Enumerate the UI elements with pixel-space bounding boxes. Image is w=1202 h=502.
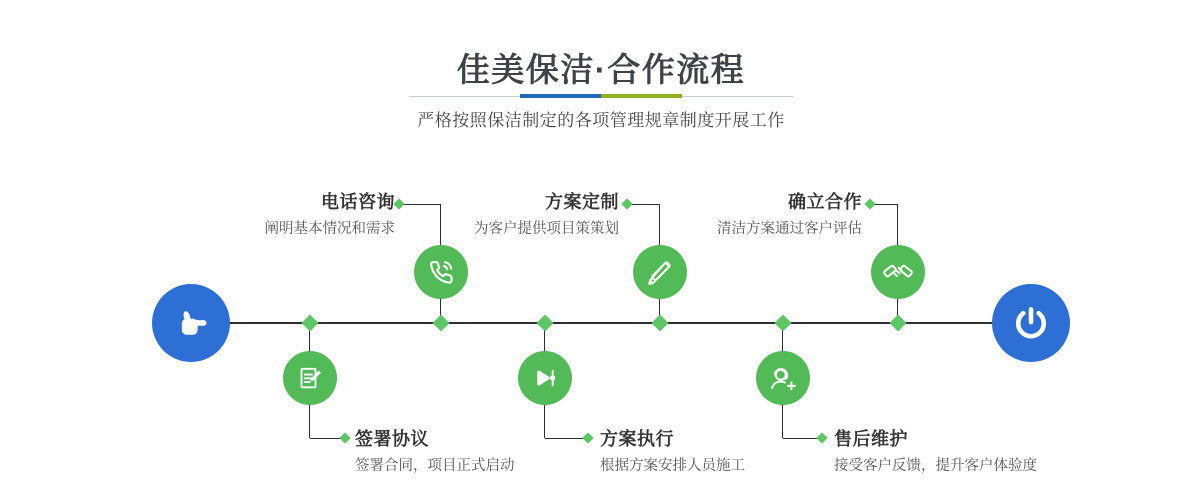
divider-accent-green: [601, 94, 682, 98]
step-caption: 根据方案安排人员施工: [600, 458, 745, 474]
pointer-hand-icon: [169, 301, 213, 345]
step-circle-support: [756, 351, 810, 405]
page-subtitle: 严格按照保洁制定的各项管理规章制度开展工作: [417, 111, 785, 130]
step-circle-phone: [414, 245, 468, 299]
title-divider: [409, 94, 793, 99]
divider-accent-blue: [520, 94, 601, 98]
timeline-node-diamond: [890, 315, 907, 332]
pencil-wrench-icon: [645, 257, 675, 287]
play-slider-icon: [530, 363, 560, 393]
step-circle-contract: [283, 351, 337, 405]
connector-line: [401, 204, 441, 205]
label-diamond: [816, 432, 827, 443]
step-circle-execute: [518, 351, 572, 405]
label-diamond: [393, 198, 404, 209]
step-title: 确立合作: [788, 192, 862, 212]
headset-plus-icon: [767, 362, 799, 394]
step-title: 方案定制: [545, 192, 619, 212]
step-label-execute: [600, 428, 745, 476]
step-title: 电话咨询: [321, 192, 395, 212]
step-label-contract: [355, 428, 515, 476]
handshake-icon: [882, 256, 914, 288]
timeline-node-diamond: [652, 315, 669, 332]
connector-line: [629, 204, 660, 205]
divider-accent: [520, 94, 682, 98]
end-endpoint-circle: [992, 284, 1070, 362]
step-label-design: [474, 191, 619, 239]
step-label-phone: [265, 191, 396, 239]
start-endpoint-circle: [152, 284, 230, 362]
step-caption: 为客户提供项目策策划: [474, 221, 619, 237]
step-caption: 签署合同，项目正式启动: [355, 458, 515, 474]
connector-line: [545, 438, 586, 439]
page-title: 佳美保洁·合作流程: [456, 51, 746, 88]
step-label-cooperation: [717, 191, 862, 239]
step-caption: 清洁方案通过客户评估: [717, 221, 862, 237]
step-title: 售后维护: [834, 429, 908, 449]
document-pen-icon: [295, 363, 325, 393]
connector-line: [783, 438, 820, 439]
timeline-node-diamond: [302, 315, 319, 332]
label-diamond: [621, 198, 632, 209]
connector-line: [872, 204, 898, 205]
step-circle-handshake: [871, 245, 925, 299]
timeline-node-diamond: [775, 315, 792, 332]
timeline-node-diamond: [537, 315, 554, 332]
step-title: 签署协议: [355, 429, 429, 449]
label-diamond: [339, 432, 350, 443]
connector-line: [310, 438, 343, 439]
step-caption: 接受客户反馈，提升客户体验度: [834, 458, 1037, 474]
power-icon: [1010, 302, 1052, 344]
step-circle-design: [633, 245, 687, 299]
step-caption: 阐明基本情况和需求: [264, 221, 395, 237]
timeline-node-diamond: [433, 315, 450, 332]
step-title: 方案执行: [600, 429, 674, 449]
step-label-aftersale: [834, 428, 1037, 476]
label-diamond: [582, 432, 593, 443]
label-diamond: [864, 198, 875, 209]
phone-icon: [426, 257, 456, 287]
